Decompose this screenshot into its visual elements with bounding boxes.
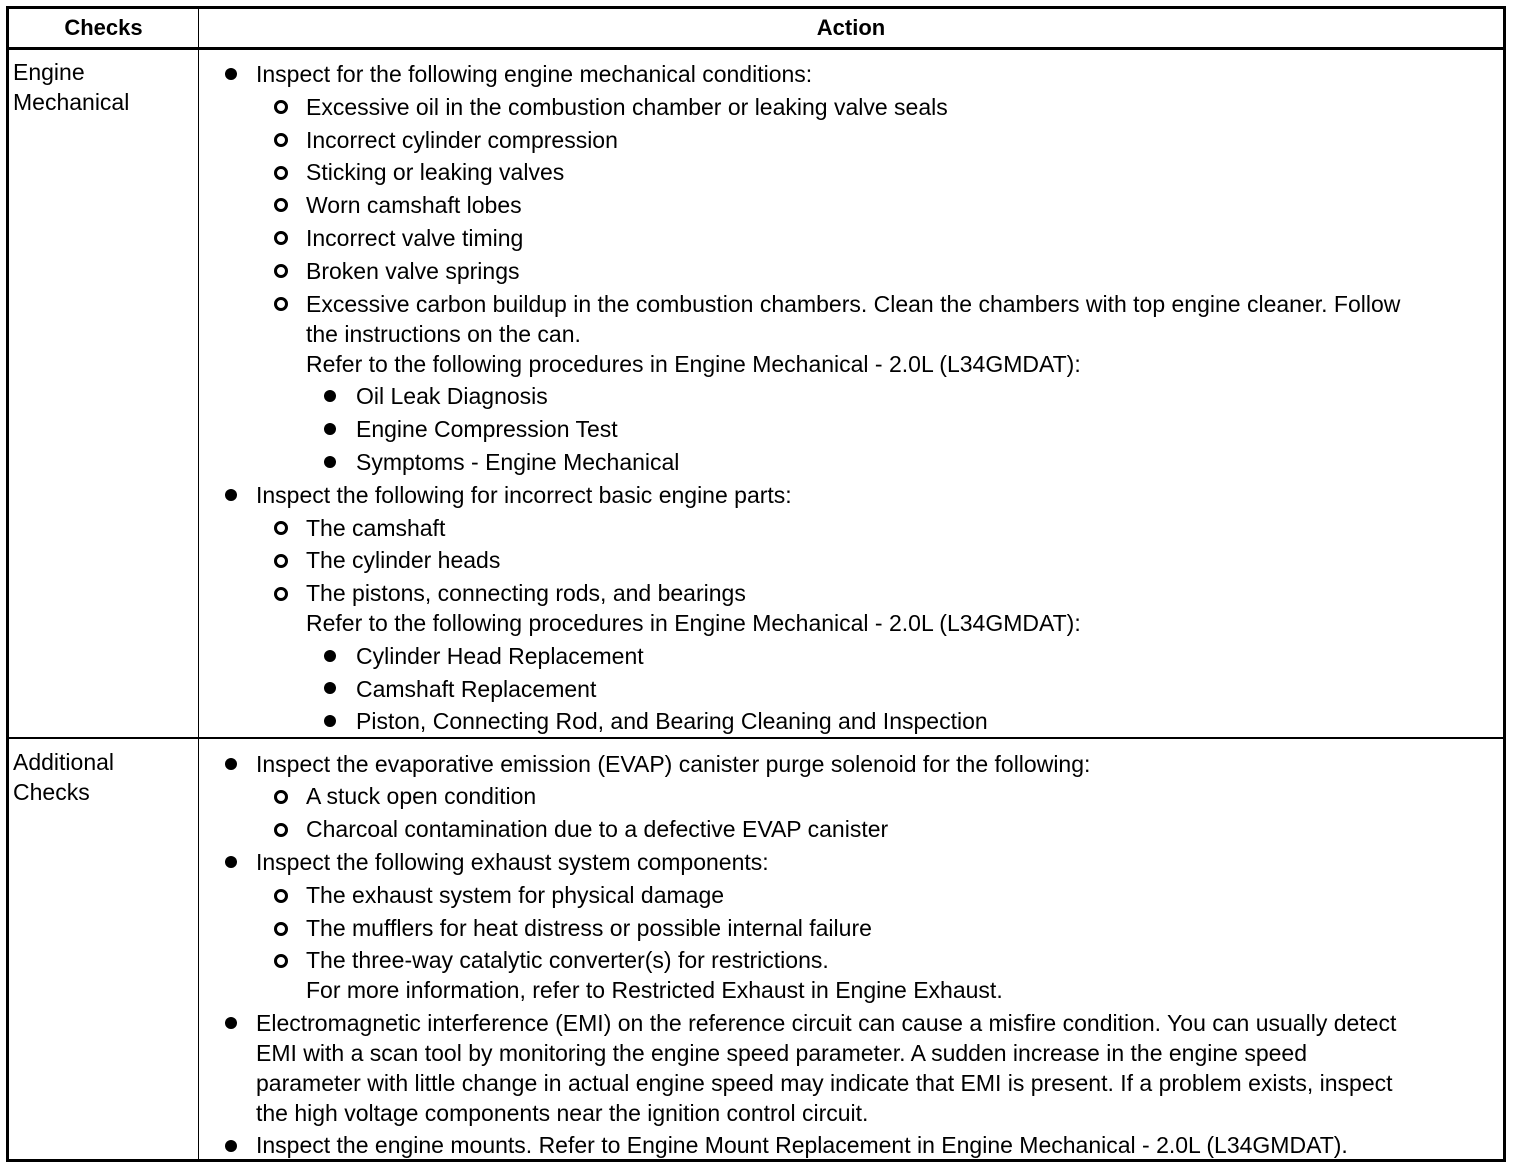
circle-bullet-icon [274,922,288,936]
bullet-icon [225,1140,237,1152]
action-note: Refer to the following procedures in Engine Mechanical - 2.0L (L34GMDAT): [306,610,1081,636]
circle-bullet-icon [274,297,288,311]
action-item-continuation: parameter with little change in actual engine speed may indicate that EMI is present. If a problem exists, inspect [256,1070,1393,1096]
circle-bullet-icon [274,133,288,147]
action-item: Inspect for the following engine mechanical conditions: [256,61,813,87]
circle-bullet-icon [274,554,288,568]
action-item-continuation: EMI with a scan tool by monitoring the engine speed parameter. A sudden increase in the engine speed [256,1040,1308,1066]
procedure-link: Camshaft Replacement [356,676,597,702]
bullet-icon [324,650,336,662]
action-subitem: The mufflers for heat distress or possible internal failure [306,915,872,941]
checks-action-table [6,6,1506,1162]
circle-bullet-icon [274,198,288,212]
circle-bullet-icon [274,100,288,114]
circle-bullet-icon [274,587,288,601]
circle-bullet-icon [274,954,288,968]
bullet-icon [225,1017,237,1029]
header-action: Action [816,15,886,40]
check-cell-engine-mechanical [13,57,193,117]
action-item: Inspect the engine mounts. Refer to Engine Mount Replacement in Engine Mechanical - 2.0L (L34GMDAT). [256,1132,1348,1158]
check-label-line: Additional [13,749,115,775]
circle-bullet-icon [274,264,288,278]
action-item-continuation: the high voltage components near the ignition control circuit. [256,1100,869,1126]
action-subitem: A stuck open condition [306,783,537,809]
bullet-icon [324,390,336,402]
action-subitem: The camshaft [306,515,446,541]
column-divider [198,9,199,1159]
check-label-line: Checks [13,779,90,805]
check-label-line: Mechanical [13,89,130,115]
action-subitem: The exhaust system for physical damage [306,882,725,908]
row-divider [9,737,1503,739]
bullet-icon [324,423,336,435]
action-item: Inspect the following for incorrect basic engine parts: [256,482,792,508]
procedure-link: Piston, Connecting Rod, and Bearing Cleaning and Inspection [356,708,988,734]
check-label-line: Engine [13,59,85,85]
action-subitem: Incorrect valve timing [306,225,524,251]
action-subitem: Charcoal contamination due to a defective EVAP canister [306,816,889,842]
circle-bullet-icon [274,823,288,837]
procedure-link: Cylinder Head Replacement [356,643,644,669]
action-item: Electromagnetic interference (EMI) on the reference circuit can cause a misfire condition. You can usually detect [256,1010,1397,1036]
action-subitem: Broken valve springs [306,258,520,284]
action-subitem: The cylinder heads [306,547,501,573]
procedure-link: Engine Compression Test [356,416,618,442]
bullet-icon [324,715,336,727]
action-note: For more information, refer to Restricted Exhaust in Engine Exhaust. [306,977,1003,1003]
action-item: Inspect the evaporative emission (EVAP) canister purge solenoid for the following: [256,751,1091,777]
action-subitem: Excessive oil in the combustion chamber or leaking valve seals [306,94,948,120]
action-subitem: Excessive carbon buildup in the combustion chambers. Clean the chambers with top engine cleaner. Follow [306,291,1401,317]
header-checks: Checks [64,15,143,40]
action-subitem: Incorrect cylinder compression [306,127,618,153]
header-divider [9,47,1503,50]
action-subitem: Worn camshaft lobes [306,192,522,218]
procedure-link: Oil Leak Diagnosis [356,383,548,409]
action-item: Inspect the following exhaust system components: [256,849,769,875]
bullet-icon [324,456,336,468]
circle-bullet-icon [274,166,288,180]
action-subitem: The three-way catalytic converter(s) for restrictions. [306,947,829,973]
action-subitem: The pistons, connecting rods, and bearings [306,580,746,606]
bullet-icon [225,68,237,80]
action-note: Refer to the following procedures in Engine Mechanical - 2.0L (L34GMDAT): [306,351,1081,377]
bullet-icon [225,489,237,501]
check-cell-additional-checks [13,747,193,807]
circle-bullet-icon [274,231,288,245]
action-subitem: Sticking or leaking valves [306,159,565,185]
circle-bullet-icon [274,889,288,903]
bullet-icon [225,856,237,868]
action-subitem-continuation: the instructions on the can. [306,321,581,347]
procedure-link: Symptoms - Engine Mechanical [356,449,680,475]
bullet-icon [324,682,336,694]
circle-bullet-icon [274,521,288,535]
circle-bullet-icon [274,790,288,804]
bullet-icon [225,758,237,770]
